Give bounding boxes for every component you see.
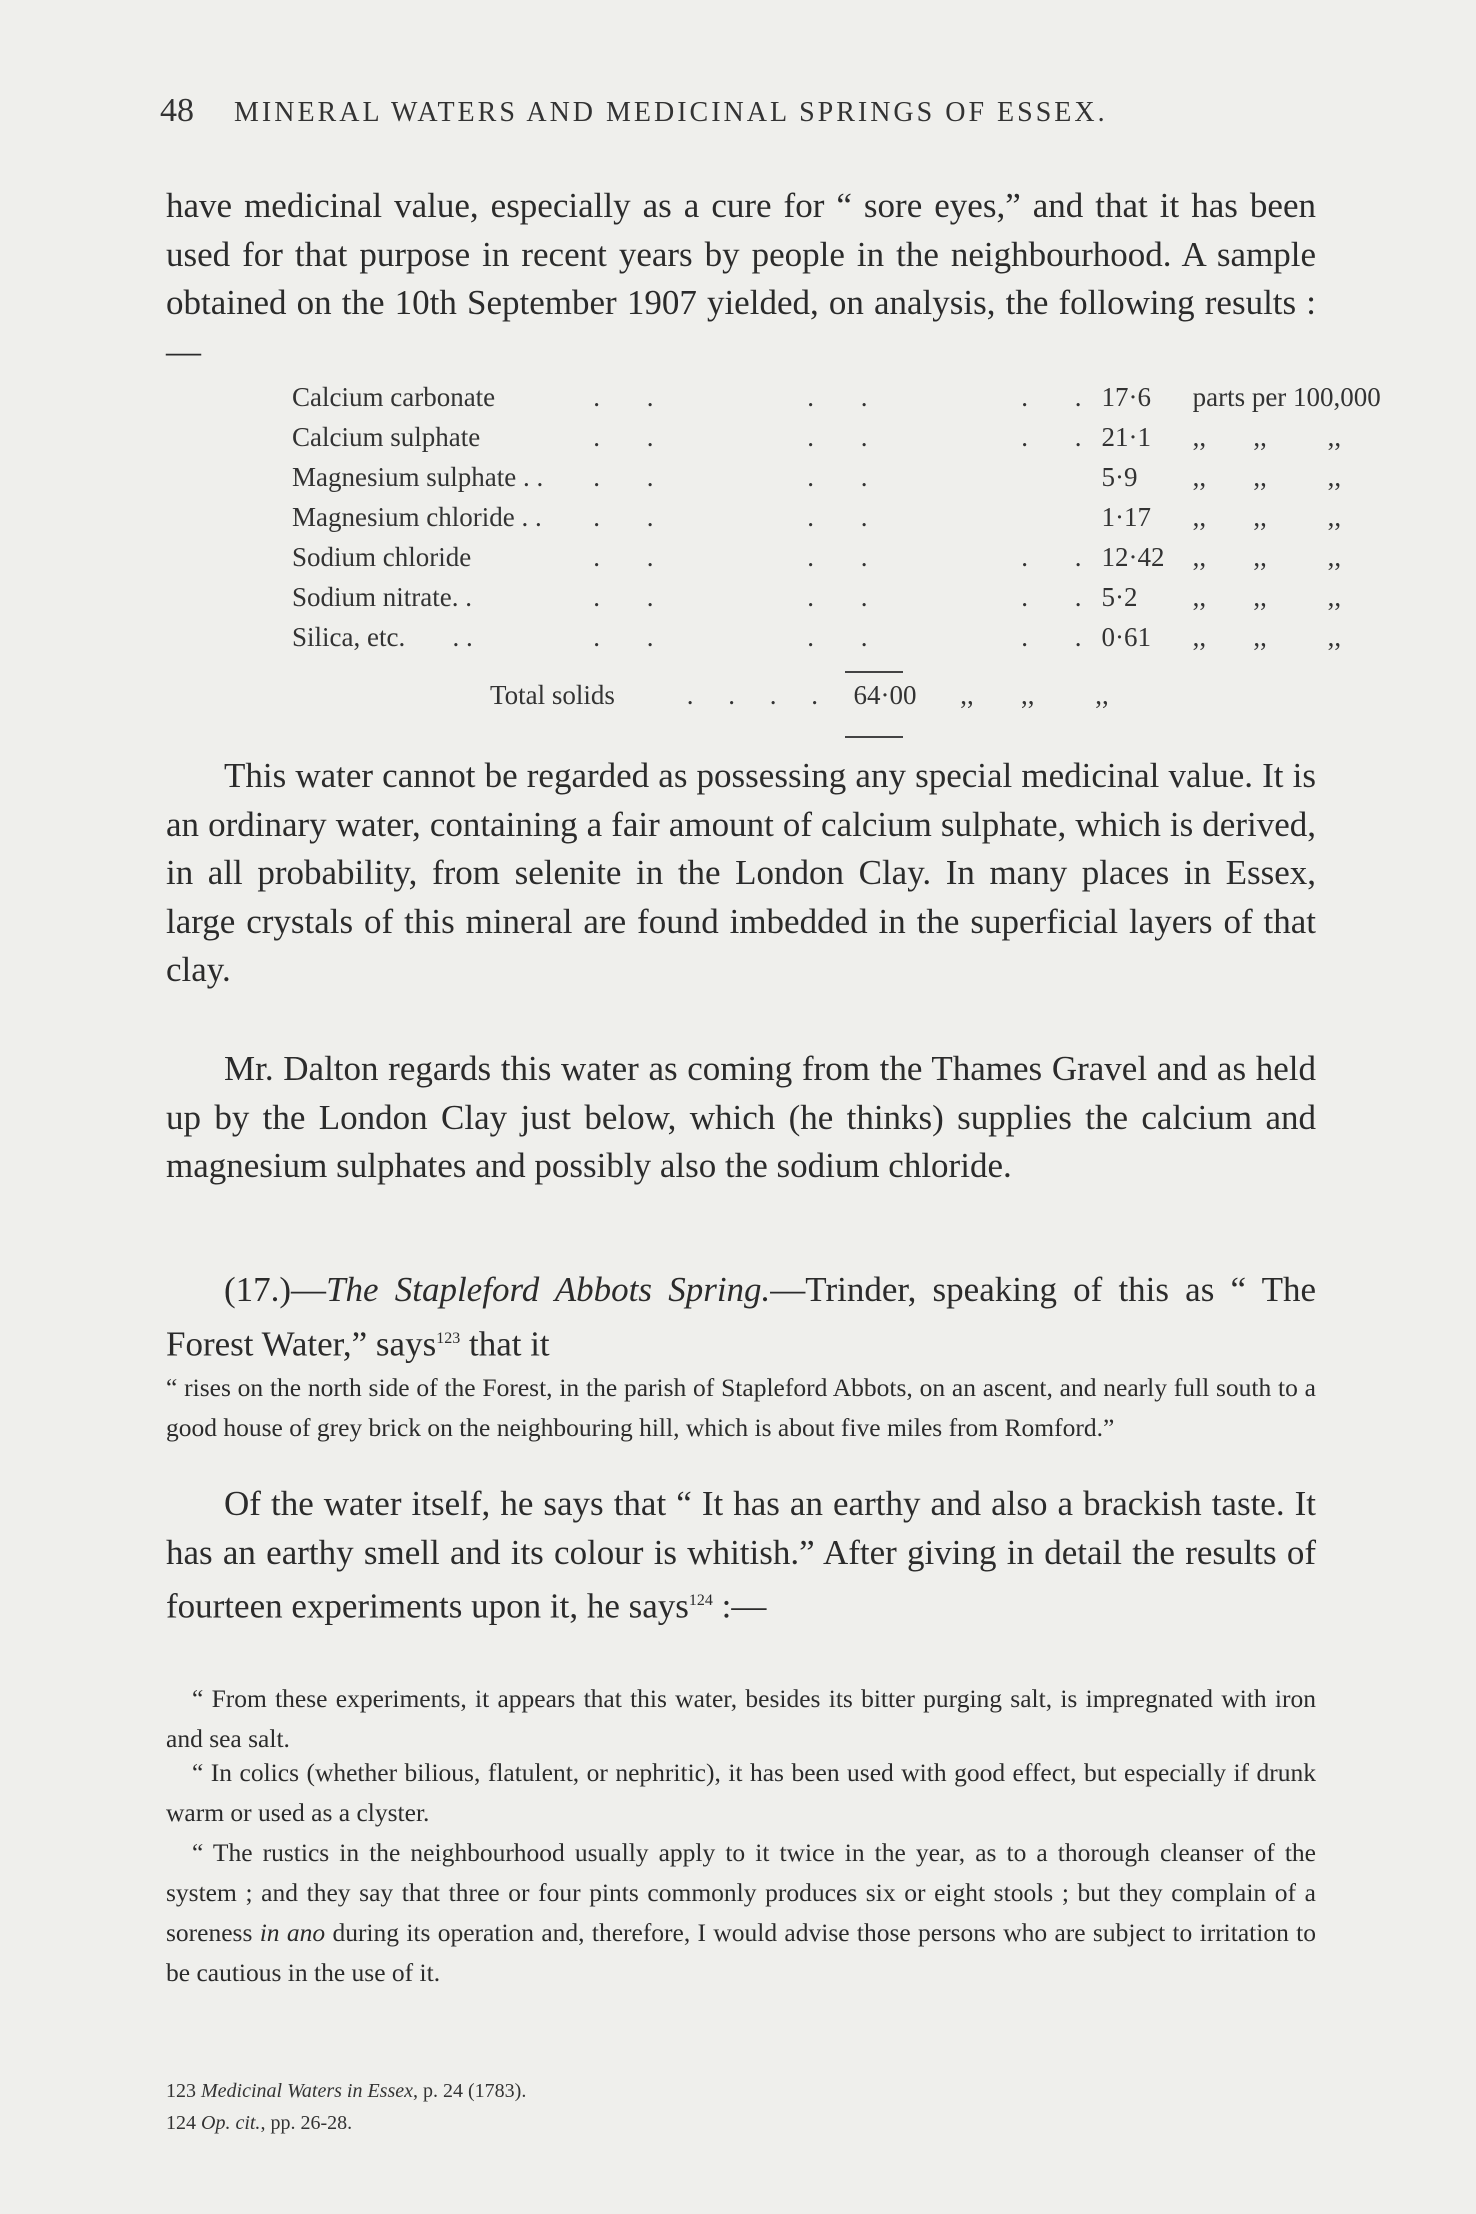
- analysis-value: 5·9: [1101, 461, 1138, 492]
- running-header: [160, 92, 1320, 130]
- total-solids-row: [490, 680, 1109, 711]
- rustics-text: “ The rustics in the neighbourhood usually apply to it twice in the year, as to a thorough cleanser of the system ; and they say that three or four pints commonly produces six or eight stools ; but they complain of a soreness: [166, 1838, 1316, 1947]
- footnote-title: Op. cit.: [201, 2112, 261, 2134]
- analysis-unit: ,, ,, ,,: [1192, 421, 1342, 452]
- total-label: Total solids: [490, 680, 615, 710]
- section-number: (17.)—: [224, 1270, 327, 1309]
- footnote-ref-124: 124: [688, 1592, 713, 1609]
- analysis-name: Magnesium sulphate . .: [292, 461, 544, 492]
- analysis-dots: . . . . . .: [593, 581, 1102, 612]
- footnote-number: 123: [166, 2080, 196, 2102]
- analysis-dots: . . . . . .: [593, 421, 1102, 452]
- analysis-table: [292, 377, 1476, 657]
- running-title: MINERAL WATERS AND MEDICINAL SPRINGS OF ESSEX.: [234, 97, 1108, 128]
- analysis-row: [292, 577, 1476, 617]
- footnote-rest: , pp. 26-28.: [260, 2112, 353, 2134]
- paragraph-stapleford: [166, 1266, 1316, 1369]
- section-text: —Trinder, speaking of this as “ The Forest Water,” says: [166, 1270, 1316, 1364]
- quote-rustics: [166, 1833, 1316, 1993]
- analysis-value: 21·1: [1101, 421, 1151, 452]
- paragraph-dalton: Mr. Dalton regards this water as coming from the Thames Gravel and as held up by the London Clay just below, which (he thinks) supplies the calcium and magnesium sulphates and possibly also the sodium chloride.: [166, 1049, 1316, 1185]
- paragraph-not-medicinal: This water cannot be regarded as possessing any special medicinal value. It is an ordinary water, containing a fair amount of calcium sulphate, which is derived, in all probability, from selenite in the London Clay. In many places in Essex, large crystals of this mineral are found imbedded in the superficial layers of that clay.: [166, 756, 1316, 989]
- analysis-name: Silica, etc. . .: [292, 621, 473, 652]
- footnote-number: 124: [166, 2112, 196, 2134]
- analysis-row: [292, 417, 1476, 457]
- section-tail: that it: [460, 1324, 550, 1364]
- footnote-123: [166, 2075, 526, 2107]
- analysis-dots: . . . . . .: [593, 541, 1102, 572]
- quote-colics: “ In colics (whether bilious, flatulent, or nephritic), it has been used with good effect, but especially if drunk warm or used as a clyster.: [166, 1758, 1316, 1827]
- analysis-row: [292, 457, 1476, 497]
- analysis-dots: . . . .: [593, 501, 888, 532]
- footnote-124: [166, 2107, 526, 2139]
- total-dots: . . . .: [686, 680, 832, 710]
- analysis-value: 17·6: [1101, 381, 1151, 412]
- sum-rule-top: [845, 671, 903, 673]
- footnote-ref-123: 123: [436, 1329, 461, 1347]
- water-text: Of the water itself, he says that “ It has an earthy and also a brackish taste. It has an earthy smell and its colour is whitish.” After giving in detail the results of fourteen experiments upon it, he says: [166, 1484, 1316, 1626]
- analysis-unit: ,, ,, ,,: [1192, 581, 1342, 612]
- sum-rule-bottom: [845, 736, 903, 738]
- footnote-rest: , p. 24 (1783).: [413, 2080, 527, 2102]
- paragraph-intro: have medicinal value, especially as a cure for “ sore eyes,” and that it has been used for that purpose in recent years by people in the neighbourhood. A sample obtained on the 10th September 1907 yielded, on analysis, the following results :—: [166, 186, 1316, 371]
- analysis-row: [292, 377, 1476, 417]
- total-unit: ,, ,, ,,: [960, 680, 1109, 710]
- analysis-unit: ,, ,, ,,: [1192, 461, 1342, 492]
- paragraph-water-itself: [166, 1480, 1316, 1631]
- analysis-dots: . . . . . .: [593, 381, 1102, 412]
- analysis-unit: ,, ,, ,,: [1192, 621, 1342, 652]
- analysis-row: [292, 497, 1476, 537]
- footnotes: [166, 2075, 526, 2139]
- analysis-row: [292, 617, 1476, 657]
- analysis-value: 1·17: [1101, 501, 1151, 532]
- analysis-value: 0·61: [1101, 621, 1151, 652]
- section-title: The Stapleford Abbots Spring.: [326, 1270, 771, 1309]
- analysis-value: 12·42: [1101, 541, 1165, 572]
- analysis-name: Calcium sulphate: [292, 421, 481, 452]
- footnote-title: Medicinal Waters in Essex: [201, 2080, 414, 2102]
- analysis-dots: . . . .: [593, 461, 888, 492]
- analysis-unit: ,, ,, ,,: [1192, 541, 1342, 572]
- analysis-name: Magnesium chloride . .: [292, 501, 542, 532]
- analysis-value: 5·2: [1101, 581, 1138, 612]
- page-number: 48: [160, 92, 194, 129]
- analysis-unit: parts per 100,000: [1192, 381, 1381, 412]
- analysis-unit: ,, ,, ,,: [1192, 501, 1342, 532]
- rustics-tail: during its operation and, therefore, I would advise those persons who are subject to irritation to be cautious in the use of it.: [166, 1918, 1316, 1987]
- rustics-italic: in ano: [259, 1918, 326, 1947]
- quote-experiments: “ From these experiments, it appears that this water, besides its bitter purging salt, is impregnated with iron and sea salt.: [166, 1684, 1316, 1753]
- analysis-row: [292, 537, 1476, 577]
- analysis-name: Calcium carbonate: [292, 381, 496, 412]
- analysis-dots: . . . . . .: [593, 621, 1102, 652]
- analysis-name: Sodium nitrate. .: [292, 581, 472, 612]
- total-value: 64·00: [853, 680, 917, 710]
- water-tail: :—: [712, 1586, 767, 1626]
- quote-location: “ rises on the north side of the Forest, in the parish of Stapleford Abbots, on an ascent, and nearly full south to a good house of grey brick on the neighbouring hill, which is about five miles from Romford.”: [166, 1373, 1316, 1442]
- analysis-name: Sodium chloride: [292, 541, 472, 572]
